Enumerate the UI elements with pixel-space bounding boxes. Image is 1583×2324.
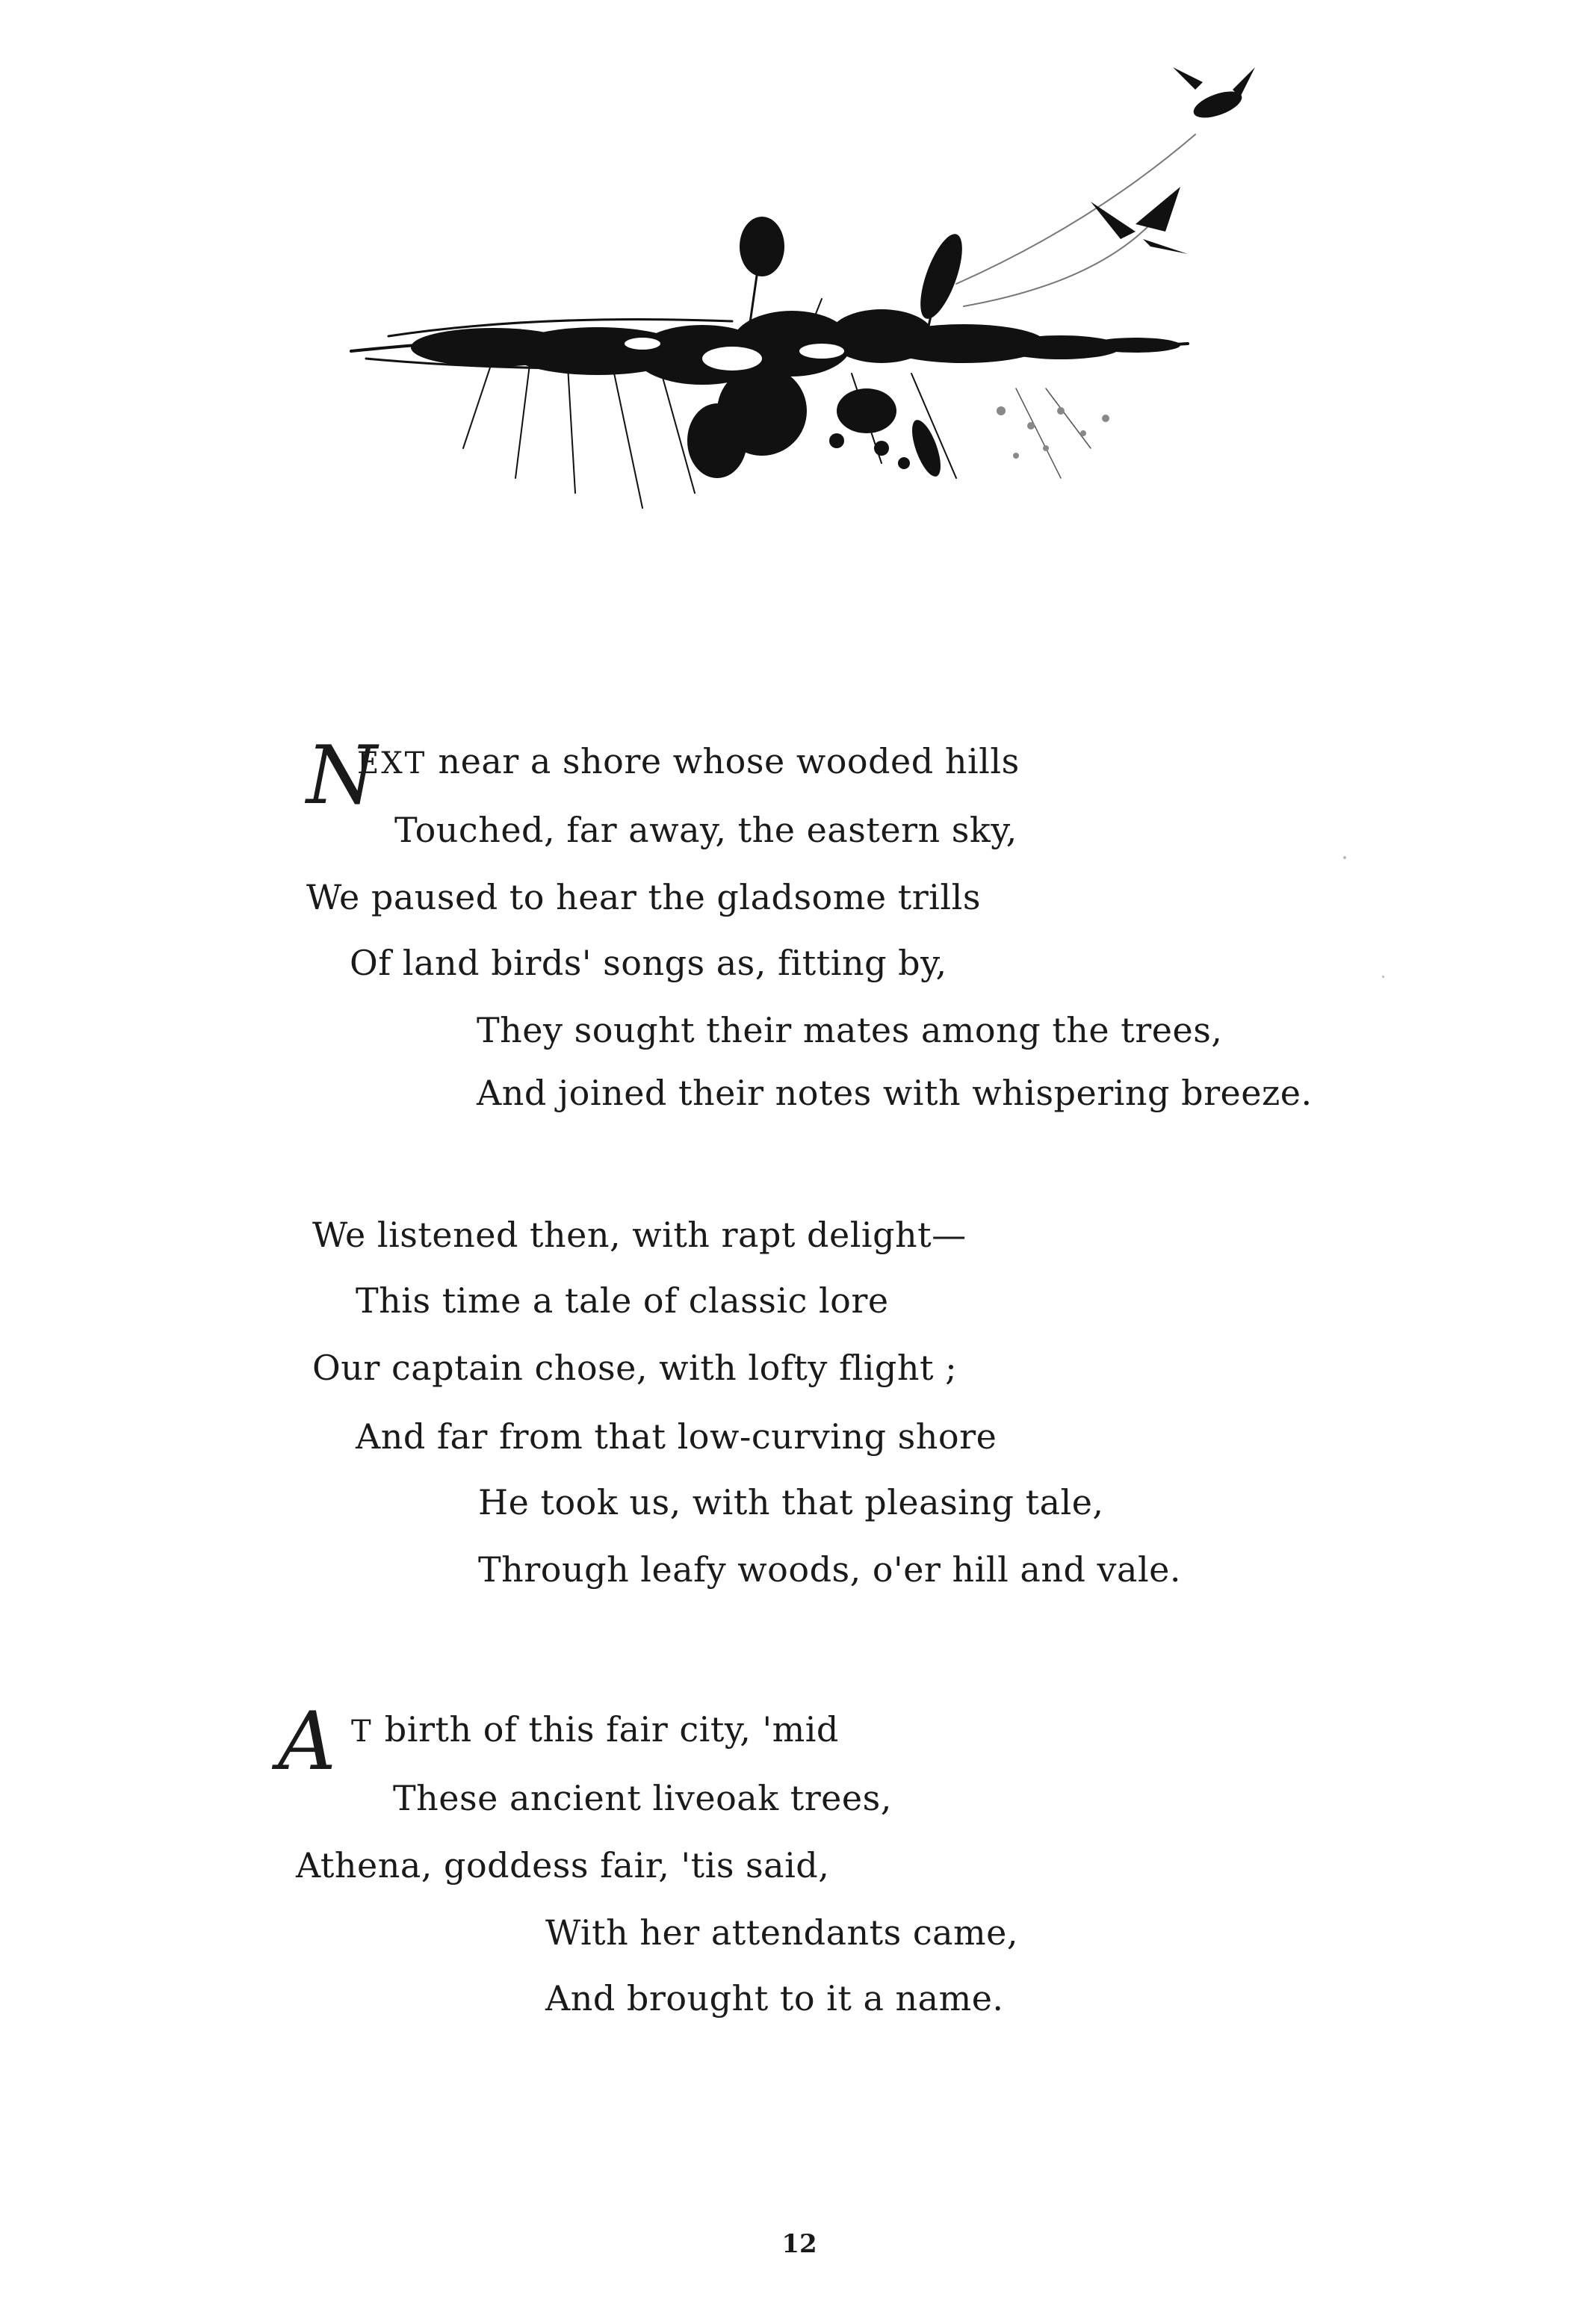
- poem-line: These ancient liveoak trees,: [393, 1778, 892, 1818]
- poem-line: [357, 741, 1020, 781]
- small-caps-word: T: [351, 1714, 374, 1749]
- poem-line: Touched, far away, the eastern sky,: [394, 810, 1017, 850]
- page-number: 12: [781, 2229, 817, 2259]
- poem-line: Our captain chose, with lofty flight ;: [312, 1348, 958, 1388]
- small-caps-word: EXT: [357, 746, 427, 781]
- poem-line: [351, 1709, 839, 1750]
- poem-line: And far from that low-curving shore: [356, 1416, 997, 1457]
- poem-line: With her attendants came,: [545, 1912, 1018, 1953]
- poem-line: He took us, with that pleasing tale,: [478, 1482, 1104, 1522]
- poem-line: We paused to hear the gladsome trills: [306, 877, 981, 917]
- poem-line: And joined their notes with whispering breeze.: [477, 1073, 1313, 1113]
- line-text: birth of this fair city, 'mid: [373, 1709, 839, 1750]
- paper-speck: [1382, 976, 1384, 978]
- poem-line: Through leafy woods, o'er hill and vale.: [478, 1549, 1182, 1590]
- poem-line: This time a tale of classic lore: [356, 1280, 889, 1321]
- drop-cap-initial: N: [306, 729, 377, 822]
- drop-cap-initial: A: [278, 1695, 336, 1788]
- paper-speck: [1343, 856, 1346, 859]
- poem-line: Of land birds' songs as, fitting by,: [350, 943, 947, 983]
- poem-line: We listened then, with rapt delight—: [312, 1215, 967, 1255]
- poem-line: And brought to it a name.: [545, 1978, 1004, 2018]
- floral-ornament-illustration: [344, 60, 1263, 523]
- line-text: near a shore whose wooded hills: [427, 741, 1020, 781]
- poem-line: Athena, goddess fair, 'tis said,: [296, 1845, 830, 1885]
- poem-line: They sought their mates among the trees,: [477, 1010, 1223, 1050]
